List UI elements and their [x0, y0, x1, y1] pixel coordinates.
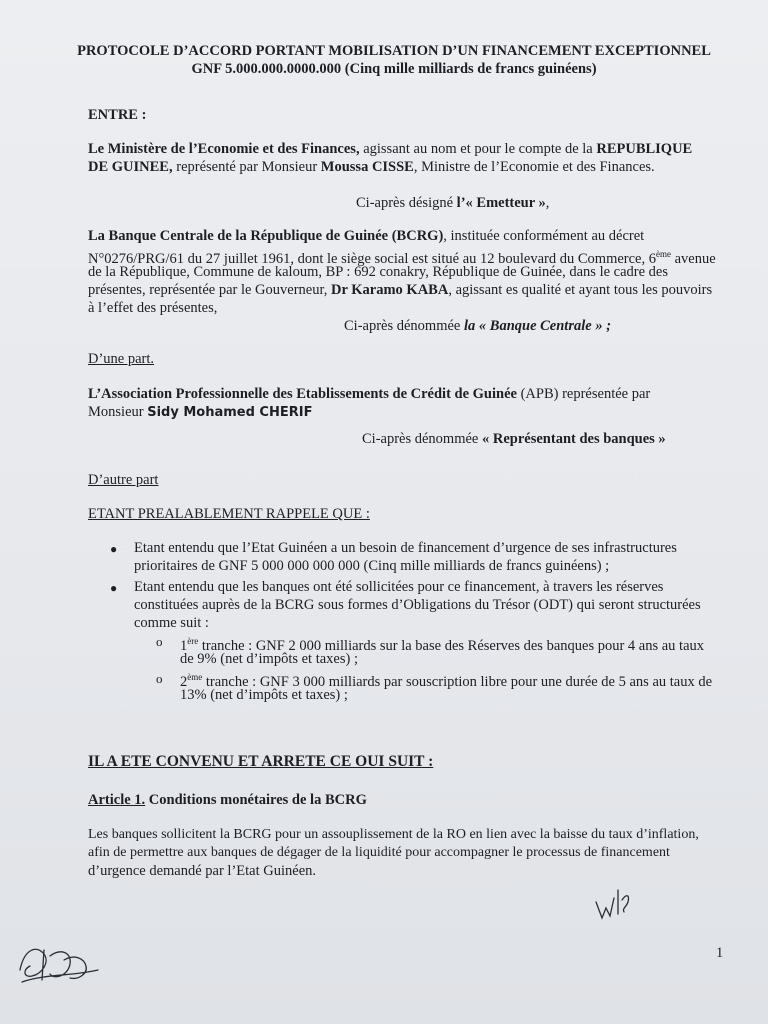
article1-label: Article 1.: [88, 792, 146, 808]
party2-line2-a: N°0276/PRG/61 du 27 juillet 1961, dont le siège social est situé au 12 boulevard du Commerce, 6: [88, 250, 656, 267]
party2-line1: [88, 227, 644, 245]
bullet-dot-2: ●: [110, 581, 118, 595]
party2-line1-rest: , instituée conformément au décret: [443, 228, 645, 244]
sub-bullet-circle-1: o: [156, 634, 163, 649]
document-title-line1: PROTOCOLE D’ACCORD PORTANT MOBILISATION D’UN FINANCEMENT EXCEPTIONNEL: [77, 43, 711, 59]
bullet-dot-1: ●: [110, 542, 118, 556]
party2-line2-sup: ème: [656, 249, 671, 259]
bullet2-line2: constituées auprès de la BCRG sous formes d’Obligations du Trésor (ODT) qui seront structurées: [134, 597, 701, 613]
party2-designation-prefix: Ci-après dénommée: [344, 318, 464, 334]
sub1-sup: ère: [187, 636, 199, 646]
sub1-text: tranche : GNF 2 000 milliards sur la base des Réserves des banques pour 4 ans au taux: [198, 637, 705, 654]
bullet2-line3: comme suit :: [134, 615, 209, 631]
article1-title: Conditions monétaires de la BCRG: [145, 792, 367, 808]
article1-line3: d’urgence demandé par l’Etat Guinéen.: [88, 863, 317, 879]
party3-line1: [88, 385, 650, 403]
article1-line1: Les banques sollicitent la BCRG pour un assouplissement de la RO en lien avec la baisse du taux d’inflation,: [88, 827, 699, 842]
sub-bullet-circle-2: o: [156, 671, 163, 686]
sub1-line2: de 9% (net d’impôts et taxes) ;: [180, 651, 358, 667]
sub2-text: tranche : GNF 3 000 milliards par souscription libre pour une durée de 5 ans au taux de: [202, 673, 713, 690]
party1-designation-prefix: Ci-après désigné: [356, 195, 457, 211]
party1-person: Moussa CISSE: [320, 159, 414, 175]
sub1-num: 1: [180, 637, 188, 654]
sub2-sup: ème: [187, 672, 203, 682]
party1-designation: [356, 194, 549, 212]
party1-text1: agissant au nom et pour le compte de la: [359, 141, 597, 157]
party2-designation: [344, 317, 611, 335]
article1-line2: afin de permettre aux banques de dégager de la liquidité pour accompagner le processus de financement: [88, 845, 670, 860]
party3-rest: (APB) représentée par: [516, 386, 651, 402]
sub2-num: 2: [180, 673, 188, 690]
dune-part-label: D’une part.: [88, 351, 155, 367]
party3-name: L’Association Professionnelle des Etablissements de Crédit de Guinée: [88, 386, 517, 402]
party1-country1: REPUBLIQUE: [596, 141, 693, 157]
initials-signature-left: [14, 930, 104, 990]
party2-line2-b: avenue: [671, 250, 716, 267]
dautre-part-label: D’autre part: [88, 472, 159, 488]
party1-designation-label: l’« Emetteur »: [456, 195, 546, 211]
party1-designation-suffix: ,: [545, 195, 550, 211]
party3-designation: [362, 430, 666, 448]
party2-line3: de la République, Commune de kaloum, BP : 692 conakry, République de Guinée, dans le cadre des: [88, 264, 668, 280]
party3-designation-prefix: Ci-après dénommée: [362, 431, 482, 447]
initials-signature-right: [590, 880, 640, 925]
party2-designation-label: la « Banque Centrale » ;: [464, 318, 612, 334]
party3-designation-label: « Représentant des banques »: [482, 431, 666, 447]
party2-line4-a: présentes, représentée par le Gouverneur,: [88, 282, 331, 298]
bullet1-line2: prioritaires de GNF 5 000 000 000 000 (Cinq mille milliards de francs guinéens) ;: [134, 558, 610, 574]
party2-name: La Banque Centrale de la République de Guinée (BCRG): [88, 228, 444, 244]
party3-line2: [88, 403, 312, 422]
party1-country2: DE GUINEE,: [88, 159, 173, 175]
rappel-heading: ETANT PREALABLEMENT RAPPELE QUE :: [88, 506, 370, 522]
bullet1-line1: Etant entendu que l’Etat Guinéen a un besoin de financement d’urgence de ses infrastructures: [134, 540, 677, 556]
party1-text2: représenté par Monsieur: [172, 159, 321, 175]
article1-heading: [88, 791, 367, 809]
party3-line2-a: Monsieur: [88, 404, 148, 420]
entre-label: ENTRE :: [88, 107, 147, 123]
party1-line2: [88, 158, 655, 176]
party2-governor: Dr Karamo KABA: [330, 282, 449, 298]
party1-text3: , Ministre de l’Economie et des Finances.: [413, 159, 655, 175]
party3-person: Sidy Mohamed CHERIF: [147, 405, 313, 420]
document-title-line2: GNF 5.000.000.0000.000 (Cinq mille milliards de francs guinéens): [191, 61, 597, 77]
party2-line5: à l’effet des présentes,: [88, 300, 218, 316]
party2-line4-b: , agissant es qualité et ayant tous les pouvoirs: [448, 282, 713, 298]
party1-name: Le Ministère de l’Economie et des Finances,: [88, 141, 360, 157]
page-number: 1: [716, 945, 724, 961]
sub2-line2: 13% (net d’impôts et taxes) ;: [180, 687, 348, 703]
bullet2-line1: Etant entendu que les banques ont été sollicitées pour ce financement, à travers les réserves: [134, 579, 664, 595]
party1-line1: [88, 140, 692, 158]
party2-line4: [88, 281, 712, 299]
convenu-heading: IL A ETE CONVENU ET ARRETE CE OUI SUIT :: [88, 753, 434, 770]
